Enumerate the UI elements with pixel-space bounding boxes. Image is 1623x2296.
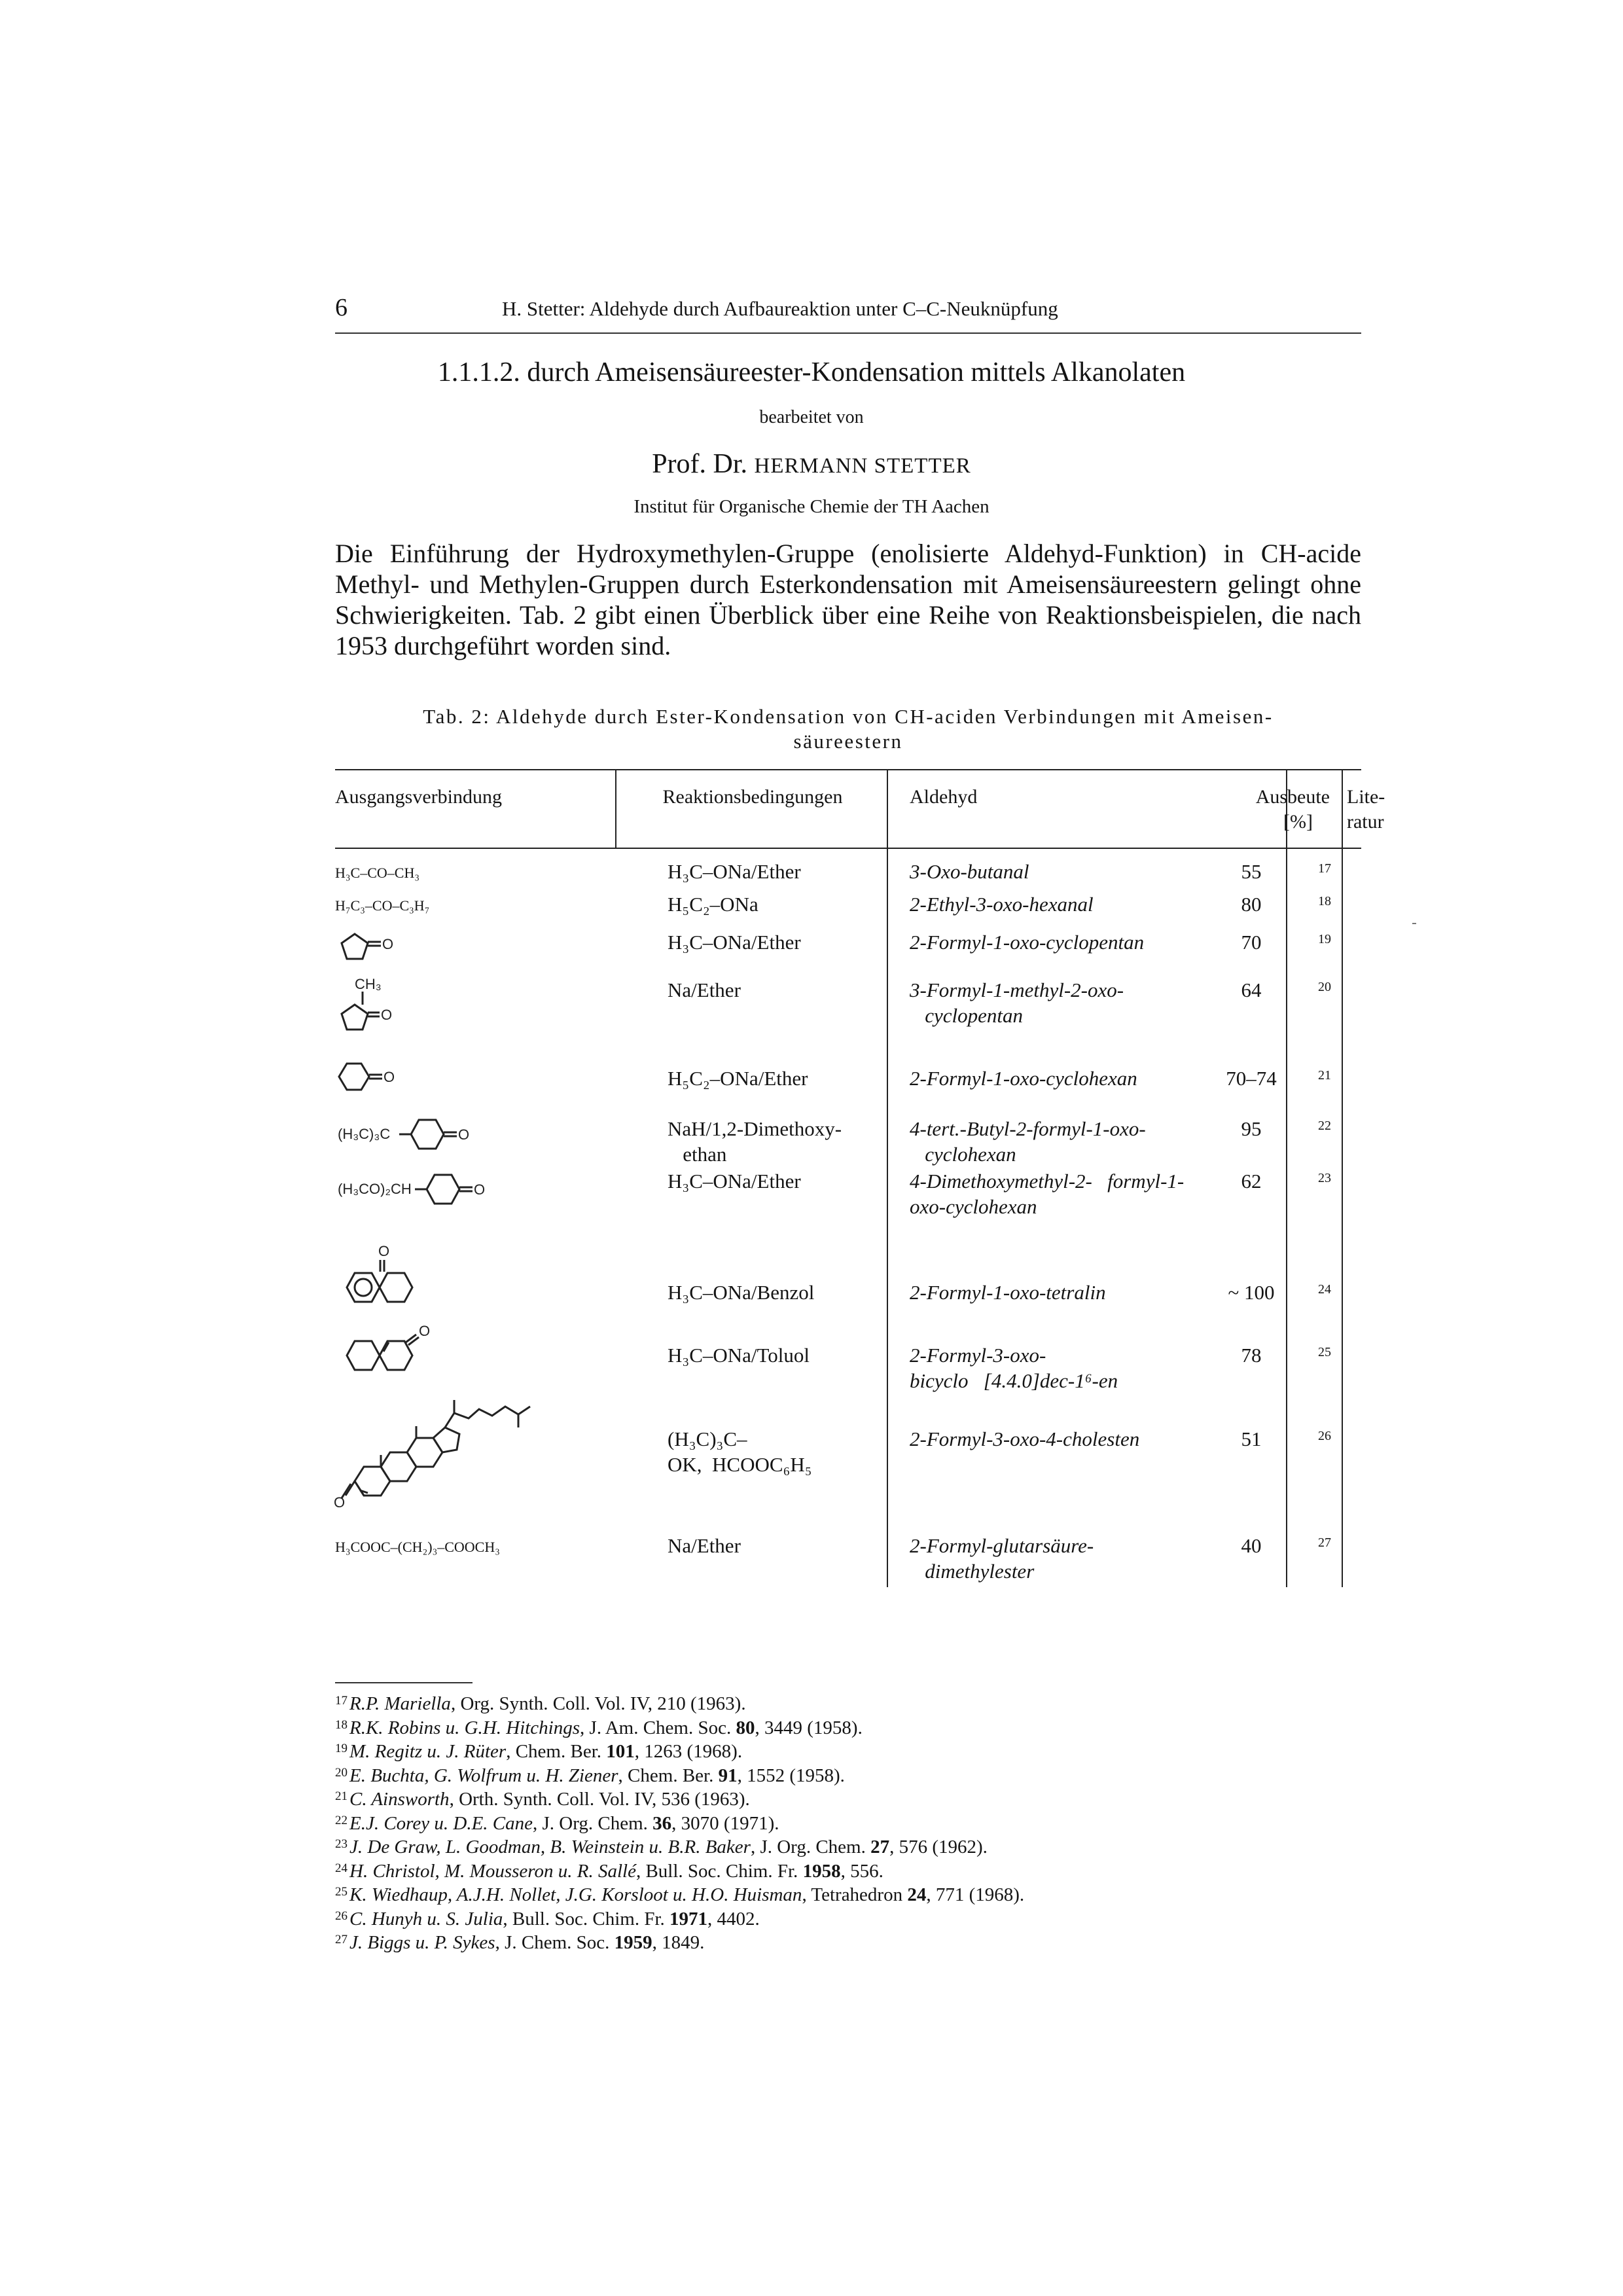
row-reference: 18 bbox=[1318, 894, 1331, 908]
author-line bbox=[0, 447, 1623, 483]
tert-butylcyclohexanone-structure bbox=[338, 1111, 534, 1157]
row-conditions: H₅C₂–ONa bbox=[668, 893, 758, 916]
row-aldehyde: 2-Ethyl-3-oxo-hexanal bbox=[910, 893, 1094, 916]
row-conditions: H₃C–ONa/Toluol bbox=[668, 1344, 810, 1367]
row-aldehyde: 2-Formyl-1-oxo-cyclopentan bbox=[910, 931, 1145, 954]
cyclohexanone-structure bbox=[338, 1058, 429, 1098]
cyclopentanone-structure bbox=[338, 930, 429, 969]
tert-butyl-label: (H₃C)₃C bbox=[338, 1126, 391, 1142]
start-compound-formula: H₃COOC–(CH₂)₃–COOCH₃ bbox=[335, 1539, 500, 1555]
row-conditions: (H₃C)₃C–OK, HCOOC₆H₅ bbox=[668, 1427, 812, 1476]
footnote: $^{24}$ H. Christol, M. Mousseron u. R. Sallé, Bull. Soc. Chim. Fr. 1958, 556. bbox=[335, 1860, 883, 1882]
footnote: $^{22}$ E.J. Corey u. D.E. Cane, J. Org. Chem. 36, 3070 (1971). bbox=[335, 1812, 779, 1834]
start-compound-formula: H₇C₃–CO–C₃H₇ bbox=[335, 897, 430, 914]
footnote: $^{18}$ R.K. Robins u. G.H. Hitchings, J. Am. Chem. Soc. 80, 3449 (1958). bbox=[335, 1717, 863, 1738]
table-header-rule bbox=[335, 848, 1361, 849]
footnote: $^{23}$ J. De Graw, L. Goodman, B. Weinstein u. B.R. Baker, J. Org. Chem. 27, 576 (1962). bbox=[335, 1837, 988, 1857]
row-conditions: Na/Ether bbox=[668, 1534, 741, 1557]
row-aldehyde: 2-Formyl-glutarsäure- dimethylester bbox=[910, 1534, 1094, 1583]
dimethoxymethyl-label: (H₃CO)₂CH bbox=[338, 1181, 412, 1197]
oxygen-label: O bbox=[458, 1126, 470, 1143]
methylcyclopentanone-structure bbox=[338, 976, 429, 1041]
row-yield: 95 bbox=[1241, 1117, 1262, 1140]
header-lit-line1: Lite- bbox=[1347, 786, 1385, 808]
table-caption-tail: säureestern bbox=[793, 730, 903, 753]
section-title: 1.1.1.2. durch Ameisensäureester-Kondensation mittels Alkanolaten bbox=[437, 357, 1186, 387]
row-yield: 51 bbox=[1241, 1427, 1262, 1450]
row-conditions: H₅C₂–ONa/Ether bbox=[668, 1067, 808, 1090]
oxygen-label: O bbox=[382, 936, 394, 952]
row-aldehyde: 2-Formyl-3-oxo-4-cholesten bbox=[910, 1427, 1140, 1450]
row-aldehyde: 2-Formyl-3-oxo-bicyclo [4.4.0]dec-1⁶-en bbox=[910, 1344, 1118, 1392]
header-aldehyde: Aldehyd bbox=[910, 786, 978, 808]
oxygen-label: O bbox=[381, 1007, 393, 1023]
oxygen-label: O bbox=[474, 1181, 486, 1198]
footnote: $^{21}$ C. Ainsworth, Orth. Synth. Coll. Vol. IV, 536 (1963). bbox=[335, 1789, 750, 1810]
row-yield: 62 bbox=[1241, 1170, 1262, 1193]
header-yield-line2: [%] bbox=[1283, 811, 1313, 833]
header-yield-line1: Ausbeute bbox=[1255, 786, 1330, 808]
row-conditions: H₃C–ONa/Ether bbox=[668, 931, 801, 954]
bicyclic-enone-structure bbox=[335, 1323, 466, 1386]
row-yield: 80 bbox=[1241, 893, 1262, 916]
header-start-compound: Ausgangsverbindung bbox=[335, 786, 502, 808]
row-aldehyde: 2-Formyl-1-oxo-cyclohexan bbox=[910, 1067, 1137, 1090]
row-reference: 24 bbox=[1318, 1282, 1331, 1297]
oxygen-label: O bbox=[419, 1323, 431, 1339]
table-top-rule bbox=[335, 769, 1361, 770]
methyl-label: CH₃ bbox=[355, 976, 382, 992]
row-yield: 78 bbox=[1241, 1344, 1262, 1367]
header-yield bbox=[1212, 785, 1330, 834]
row-conditions: Na/Ether bbox=[668, 978, 741, 1001]
col-divider bbox=[887, 769, 888, 1587]
header-conditions: Reaktionsbedingungen bbox=[662, 786, 843, 808]
byline: bearbeitet von bbox=[759, 407, 864, 427]
author-name: HERMANN STETTER bbox=[754, 454, 971, 478]
row-reference: 26 bbox=[1318, 1429, 1331, 1443]
row-yield: ~ 100 bbox=[1228, 1281, 1275, 1304]
row-reference: 27 bbox=[1318, 1535, 1331, 1550]
scan-mark bbox=[1412, 923, 1416, 924]
running-title: H. Stetter: Aldehyde durch Aufbaureaktion unter C–C-Neuknüpfung bbox=[502, 297, 1058, 320]
tetralone-structure bbox=[335, 1242, 453, 1314]
footnote: $^{20}$ E. Buchta, G. Wolfrum u. H. Ziener, Chem. Ber. 91, 1552 (1958). bbox=[335, 1765, 845, 1786]
col-divider bbox=[615, 769, 616, 848]
footnote-list bbox=[335, 1691, 1361, 1954]
running-header bbox=[335, 293, 1361, 334]
footnote: $^{26}$ C. Hunyh u. S. Julia, Bull. Soc. Chim. Fr. 1971, 4402. bbox=[335, 1908, 760, 1929]
row-reference: 22 bbox=[1318, 1119, 1331, 1133]
header-lit-line2: ratur bbox=[1347, 811, 1384, 833]
row-reference: 20 bbox=[1318, 980, 1331, 994]
row-reference: 21 bbox=[1318, 1068, 1331, 1083]
row-conditions: H₃C–ONa/Ether bbox=[668, 1170, 801, 1193]
row-reference: 19 bbox=[1318, 932, 1331, 946]
oxygen-label: O bbox=[334, 1494, 346, 1511]
row-yield: 40 bbox=[1241, 1534, 1262, 1557]
row-aldehyde: 4-tert.-Butyl-2-formyl-1-oxo- cyclohexan bbox=[910, 1117, 1146, 1166]
oxygen-label: O bbox=[383, 1069, 395, 1085]
header-literature bbox=[1347, 785, 1399, 834]
row-yield: 55 bbox=[1241, 860, 1262, 883]
footnote-rule bbox=[335, 1682, 473, 1683]
table-caption-lead: Tab. 2: Aldehyde durch Ester-Kondensation von CH-aciden Verbindungen mit Ameisen- bbox=[423, 705, 1274, 728]
row-aldehyde: 4-Dimethoxymethyl-2- formyl-1-oxo-cyclohexan bbox=[910, 1170, 1185, 1218]
footnote: $^{27}$ J. Biggs u. P. Sykes, J. Chem. Soc. 1959, 1849. bbox=[335, 1932, 705, 1953]
row-aldehyde: 3-Formyl-1-methyl-2-oxo- cyclopentan bbox=[910, 978, 1124, 1027]
footnote: $^{19}$ M. Regitz u. J. Rüter, Chem. Ber. 101, 1263 (1968). bbox=[335, 1741, 743, 1762]
row-reference: 23 bbox=[1318, 1171, 1331, 1185]
row-yield: 70 bbox=[1241, 931, 1262, 954]
footnote: $^{25}$ K. Wiedhaup, A.J.H. Nollet, J.G. Korsloot u. H.O. Huisman, Tetrahedron 24, 771 (1968). bbox=[335, 1884, 1025, 1905]
intro-paragraph: Die Einführung der Hydroxymethylen-Gruppe (enolisierte Aldehyd-Funktion) in CH-acide Methyl- und Methylen-Gruppen durch Esterkondensation mit Ameisensäureestern gelingt ohne Schwierigkeiten. Tab. 2 gibt einen Überblick über eine Reihe von Reaktionsbeispielen, die nach 1953 durchgeführt worden sind. bbox=[335, 539, 1361, 660]
reaction-table bbox=[334, 769, 1385, 1587]
start-compound-formula: H₃C–CO–CH₃ bbox=[335, 865, 420, 881]
row-reference: 25 bbox=[1318, 1345, 1331, 1359]
row-reference: 17 bbox=[1318, 861, 1331, 876]
cholestenone-structure bbox=[335, 1399, 616, 1523]
row-aldehyde: 2-Formyl-1-oxo-tetralin bbox=[910, 1281, 1106, 1304]
page-number: 6 bbox=[335, 294, 348, 321]
row-yield: 64 bbox=[1241, 978, 1262, 1001]
footnote: $^{17}$ R.P. Mariella, Org. Synth. Coll. Vol. IV, 210 (1963). bbox=[335, 1693, 746, 1714]
row-conditions: H₃C–ONa/Benzol bbox=[668, 1281, 815, 1304]
oxygen-label: O bbox=[378, 1243, 390, 1259]
row-aldehyde: 3-Oxo-butanal bbox=[910, 860, 1029, 883]
row-conditions: H₃C–ONa/Ether bbox=[668, 860, 801, 883]
author-prefix: Prof. Dr. bbox=[652, 449, 748, 479]
row-yield: 70–74 bbox=[1226, 1067, 1277, 1090]
table-caption bbox=[335, 704, 1361, 754]
institute: Institut für Organische Chemie der TH Aachen bbox=[633, 496, 990, 517]
dimethoxymethylcyclohexanone-structure bbox=[338, 1166, 547, 1211]
row-conditions: NaH/1,2-Dimethoxy- ethan bbox=[668, 1117, 842, 1166]
